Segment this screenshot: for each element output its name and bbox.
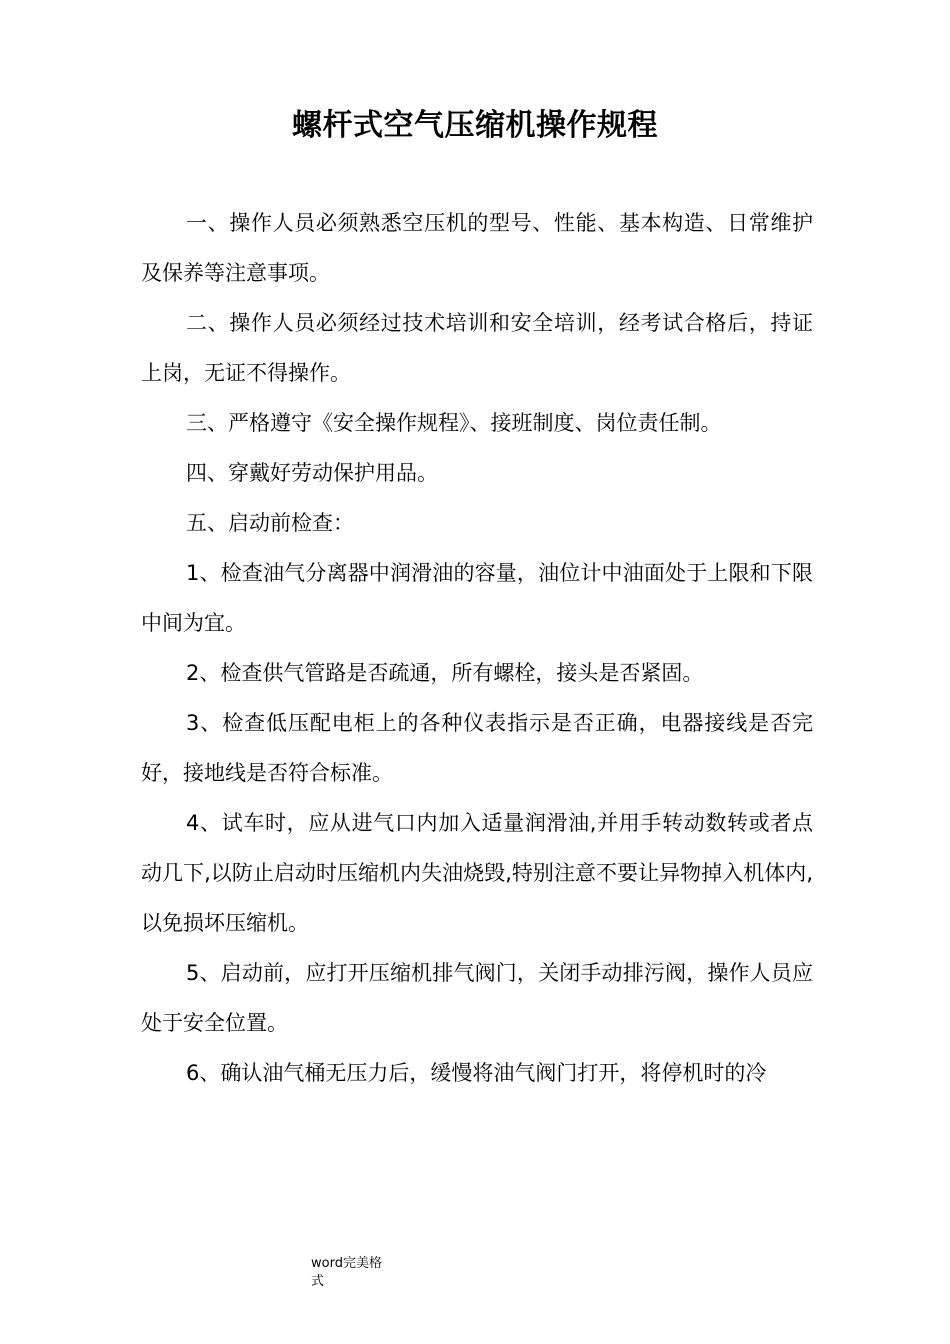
paragraph: 5、启动前，应打开压缩机排气阀门，关闭手动排污阀，操作人员应处于安全位置。	[141, 961, 813, 1035]
paragraph: 三、严格遵守《安全操作规程》、接班制度、岗位责任制。	[186, 411, 722, 435]
paragraph: 6、确认油气桶无压力后，缓慢将油气阀门打开，将停机时的冷	[186, 1061, 767, 1085]
document-body	[141, 198, 813, 1098]
paragraph: 4、试车时，应从进气口内加入适量润滑油,并用手转动数转或者点动几下,以防止启动时压缩机内失油烧毁,特别注意不要让异物掉入机体内,以免损坏压缩机。	[141, 811, 813, 935]
paragraph: 一、操作人员必须熟悉空压机的型号、性能、基本构造、日常维护及保养等注意事项。	[141, 211, 813, 285]
paragraph: 四、穿戴好劳动保护用品。	[186, 461, 438, 485]
paragraph: 1、检查油气分离器中润滑油的容量，油位计中油面处于上限和下限中间为宜。	[141, 561, 813, 635]
paragraph: 2、检查供气管路是否疏通，所有螺栓，接头是否紧固。	[186, 661, 704, 685]
paragraph: 五、启动前检查：	[186, 511, 354, 535]
paragraph: 3、检查低压配电柜上的各种仪表指示是否正确，电器接线是否完好，接地线是否符合标准。	[141, 711, 813, 785]
paragraph: 二、操作人员必须经过技术培训和安全培训，经考试合格后，持证上岗，无证不得操作。	[141, 311, 813, 385]
document-title: 螺杆式空气压缩机操作规程	[292, 108, 658, 143]
page-footer: word完美格式	[311, 1256, 382, 1289]
